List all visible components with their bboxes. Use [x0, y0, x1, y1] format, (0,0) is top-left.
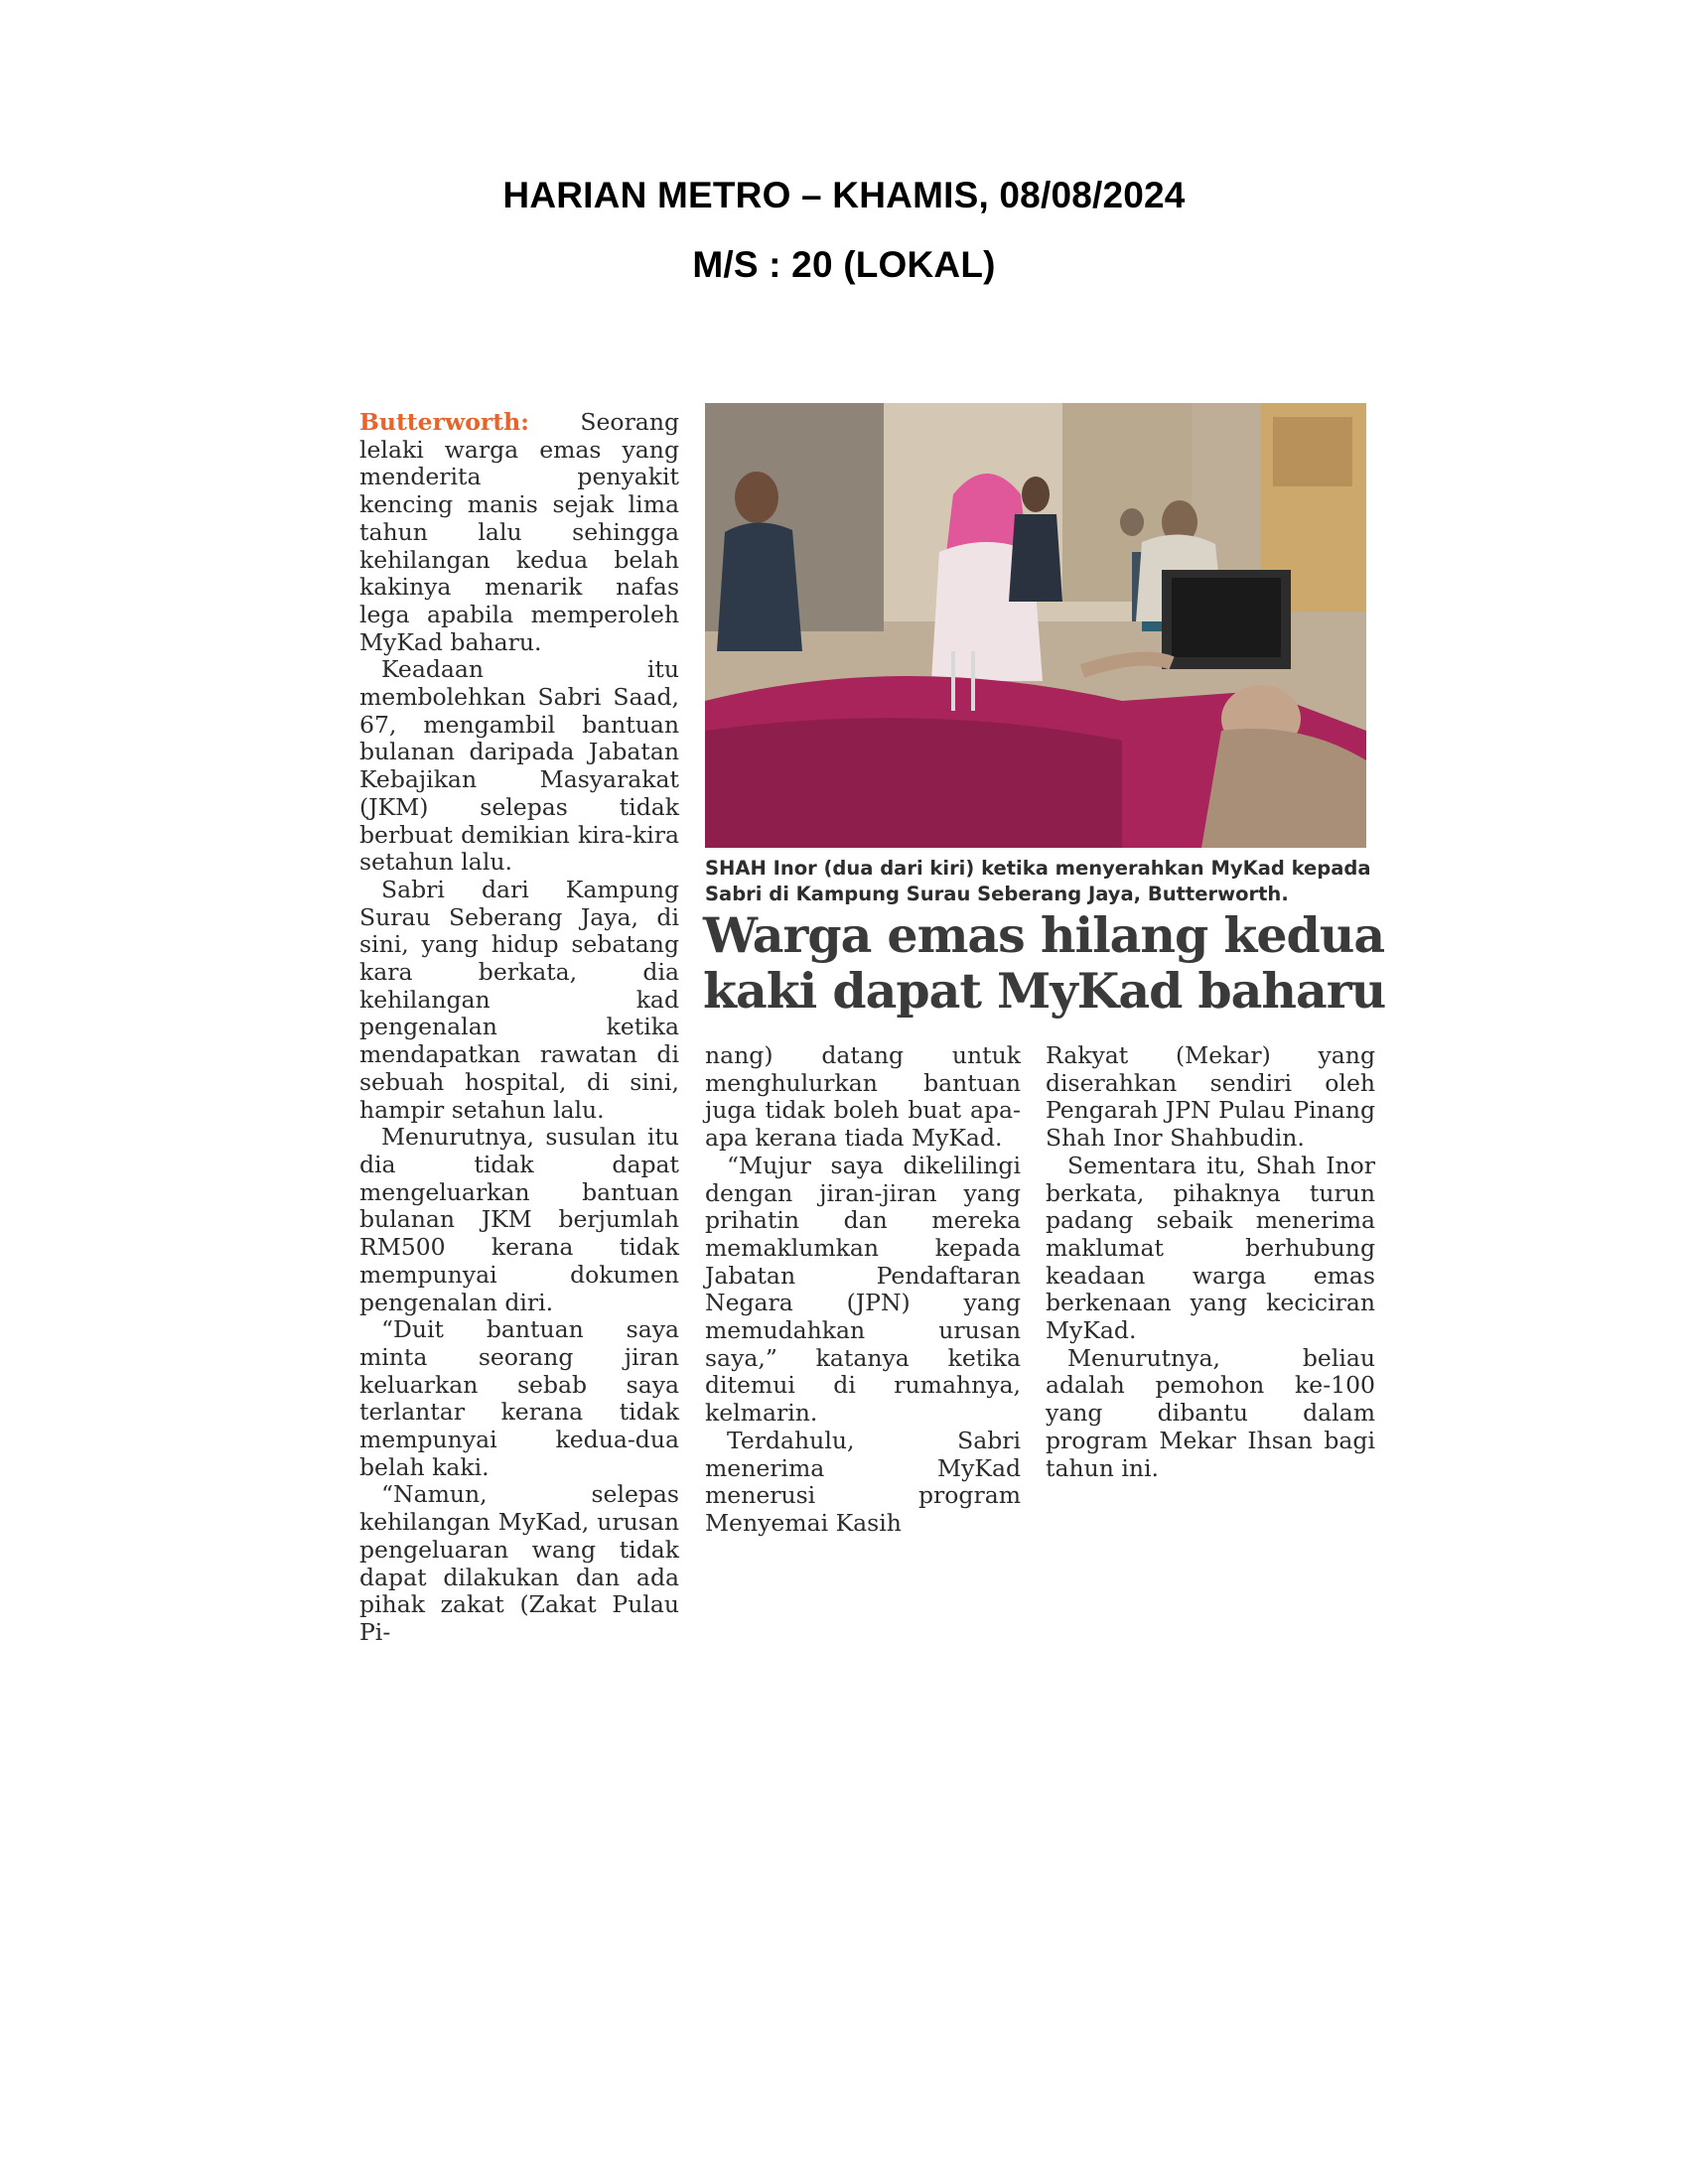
photo-illustration — [705, 403, 1366, 848]
paragraph — [359, 409, 679, 656]
paragraph: Terdahulu, Sabri menerima MyKad menerusi program Menyemai Kasih — [705, 1426, 1021, 1537]
article-column-1 — [359, 409, 679, 1647]
paragraph: Menurutnya, beliau adalah pemohon ke-100 yang dibantu dalam program Mekar Ihsan bagi tahun ini. — [1046, 1343, 1375, 1482]
paragraph: “Duit bantuan saya minta seorang jiran keluarkan sebab saya terlantar kerana tidak mempunyai kedua-dua belah kaki. — [359, 1315, 679, 1481]
paragraph: Sabri dari Kampung Surau Seberang Jaya, di sini, yang hidup sebatang kara berkata, dia kehilangan kad pengenalan ketika mendapatkan rawatan di sebuah hospital, di sini, hampir setahun lalu. — [359, 875, 679, 1124]
article-photo — [705, 403, 1366, 848]
paragraph: Keadaan itu membolehkan Sabri Saad, 67, mengambil bantuan bulanan daripada Jabatan Kebajikan Masyarakat (JKM) selepas tidak berbuat demikian kira-kira setahun lalu. — [359, 655, 679, 877]
headline-line: kaki dapat MyKad baharu — [703, 962, 1386, 1020]
page-section-label: M/S : 20 (LOKAL) — [692, 244, 996, 285]
article-column-2 — [705, 1042, 1021, 1538]
dateline: Butterworth: — [359, 408, 529, 436]
paragraph: “Namun, selepas kehilangan MyKad, urusan pengeluaran wang tidak dapat dilakukan dan ada pihak zakat (Zakat Pulau Pi- — [359, 1480, 679, 1646]
article-headline — [703, 906, 1386, 1020]
paragraph: Rakyat (Mekar) yang diserahkan sendiri oleh Pengarah JPN Pulau Pinang Shah Inor Shahbudin. — [1046, 1041, 1375, 1153]
paragraph: “Mujur saya dikelilingi dengan jiran-jiran yang prihatin dan mereka memaklumkan kepada Jabatan Pendaftaran Negara (JPN) yang memudahkan urusan saya,” katanya ketika ditemui di rumahnya, kelmarin. — [705, 1151, 1021, 1428]
article-column-3 — [1046, 1042, 1375, 1482]
news-clipping — [348, 399, 1390, 1646]
paragraph: Menurutnya, susulan itu dia tidak dapat mengeluarkan bantuan bulanan JKM berjumlah RM500 kerana tidak mempunyai dokumen pengenalan diri. — [359, 1123, 679, 1316]
paragraph: Sementara itu, Shah Inor berkata, pihaknya turun padang sebaik menerima maklumat berhubung keadaan warga emas berkenaan yang keciciran MyKad. — [1046, 1151, 1375, 1345]
paragraph: nang) datang untuk menghulurkan bantuan juga tidak boleh buat apa-apa kerana tiada MyKad. — [705, 1041, 1021, 1153]
photo-caption: SHAH Inor (dua dari kiri) ketika menyerahkan MyKad kepada Sabri di Kampung Surau Seberang Jaya, Butterworth. — [705, 857, 1371, 905]
publication-header: HARIAN METRO – KHAMIS, 08/08/2024 — [502, 175, 1186, 215]
paragraph-text: Seorang lelaki warga emas yang menderita penyakit kencing manis sejak lima tahun lalu sehingga kehilangan kedua belah kakinya menarik nafas lega apabila memperoleh MyKad baharu. — [359, 408, 679, 656]
headline-line: Warga emas hilang kedua — [703, 906, 1385, 964]
